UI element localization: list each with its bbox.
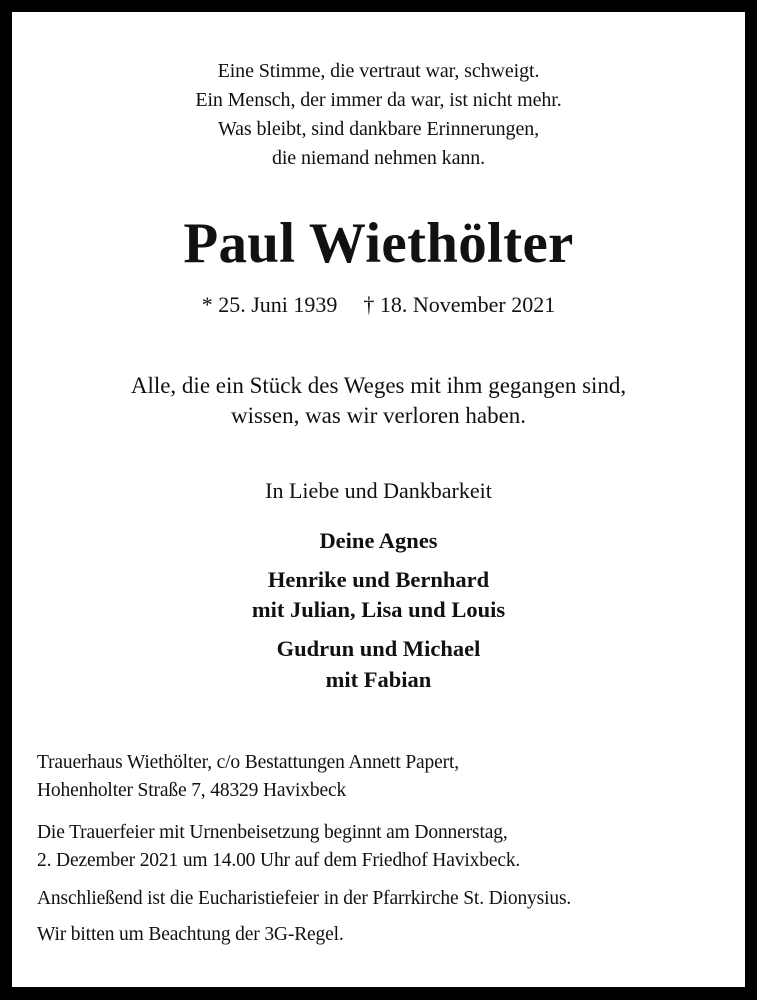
covid-rule-notice: Wir bitten um Beachtung der 3G-Regel. [37,924,344,945]
life-dates [12,294,745,316]
mass-info: Anschließend ist die Eucharistiefeier in der Pfarrkirche St. Dionysius. [37,888,572,909]
deceased-name: Paul Wiethölter [183,212,574,275]
poem-line: Ein Mensch, der immer da war, ist nicht mehr. [195,89,562,111]
quote-line: Alle, die ein Stück des Weges mit ihm gegangen sind, [130,373,627,398]
family-member: Deine Agnes [319,528,438,553]
family-member: mit Fabian [325,667,432,692]
poem-line: die niemand nehmen kann. [271,147,486,169]
obituary-notice [12,12,745,987]
birth-star-icon: * [201,292,213,317]
closing-line: In Liebe und Dankbarkeit [265,478,492,503]
poem-line: Eine Stimme, die vertraut war, schweigt. [217,60,540,82]
ceremony-line: 2. Dezember 2021 um 14.00 Uhr auf dem Friedhof Havixbeck. [37,850,521,871]
address-line: Hohenholter Straße 7, 48329 Havixbeck [37,780,347,801]
family-member: Henrike und Bernhard [267,567,490,592]
quote-line: wissen, was wir verloren haben. [230,403,527,428]
birth-date: 25. Juni 1939 [218,292,338,317]
address-line: Trauerhaus Wiethölter, c/o Bestattungen Annett Papert, [37,752,459,773]
death-date: 18. November 2021 [379,292,556,317]
cross-icon: † [363,292,375,317]
poem-line: Was bleibt, sind dankbare Erinnerungen, [217,118,540,140]
ceremony-line: Die Trauerfeier mit Urnenbeisetzung beginnt am Donnerstag, [37,822,508,843]
family-member: mit Julian, Lisa und Louis [251,597,506,622]
family-member: Gudrun und Michael [276,636,481,661]
